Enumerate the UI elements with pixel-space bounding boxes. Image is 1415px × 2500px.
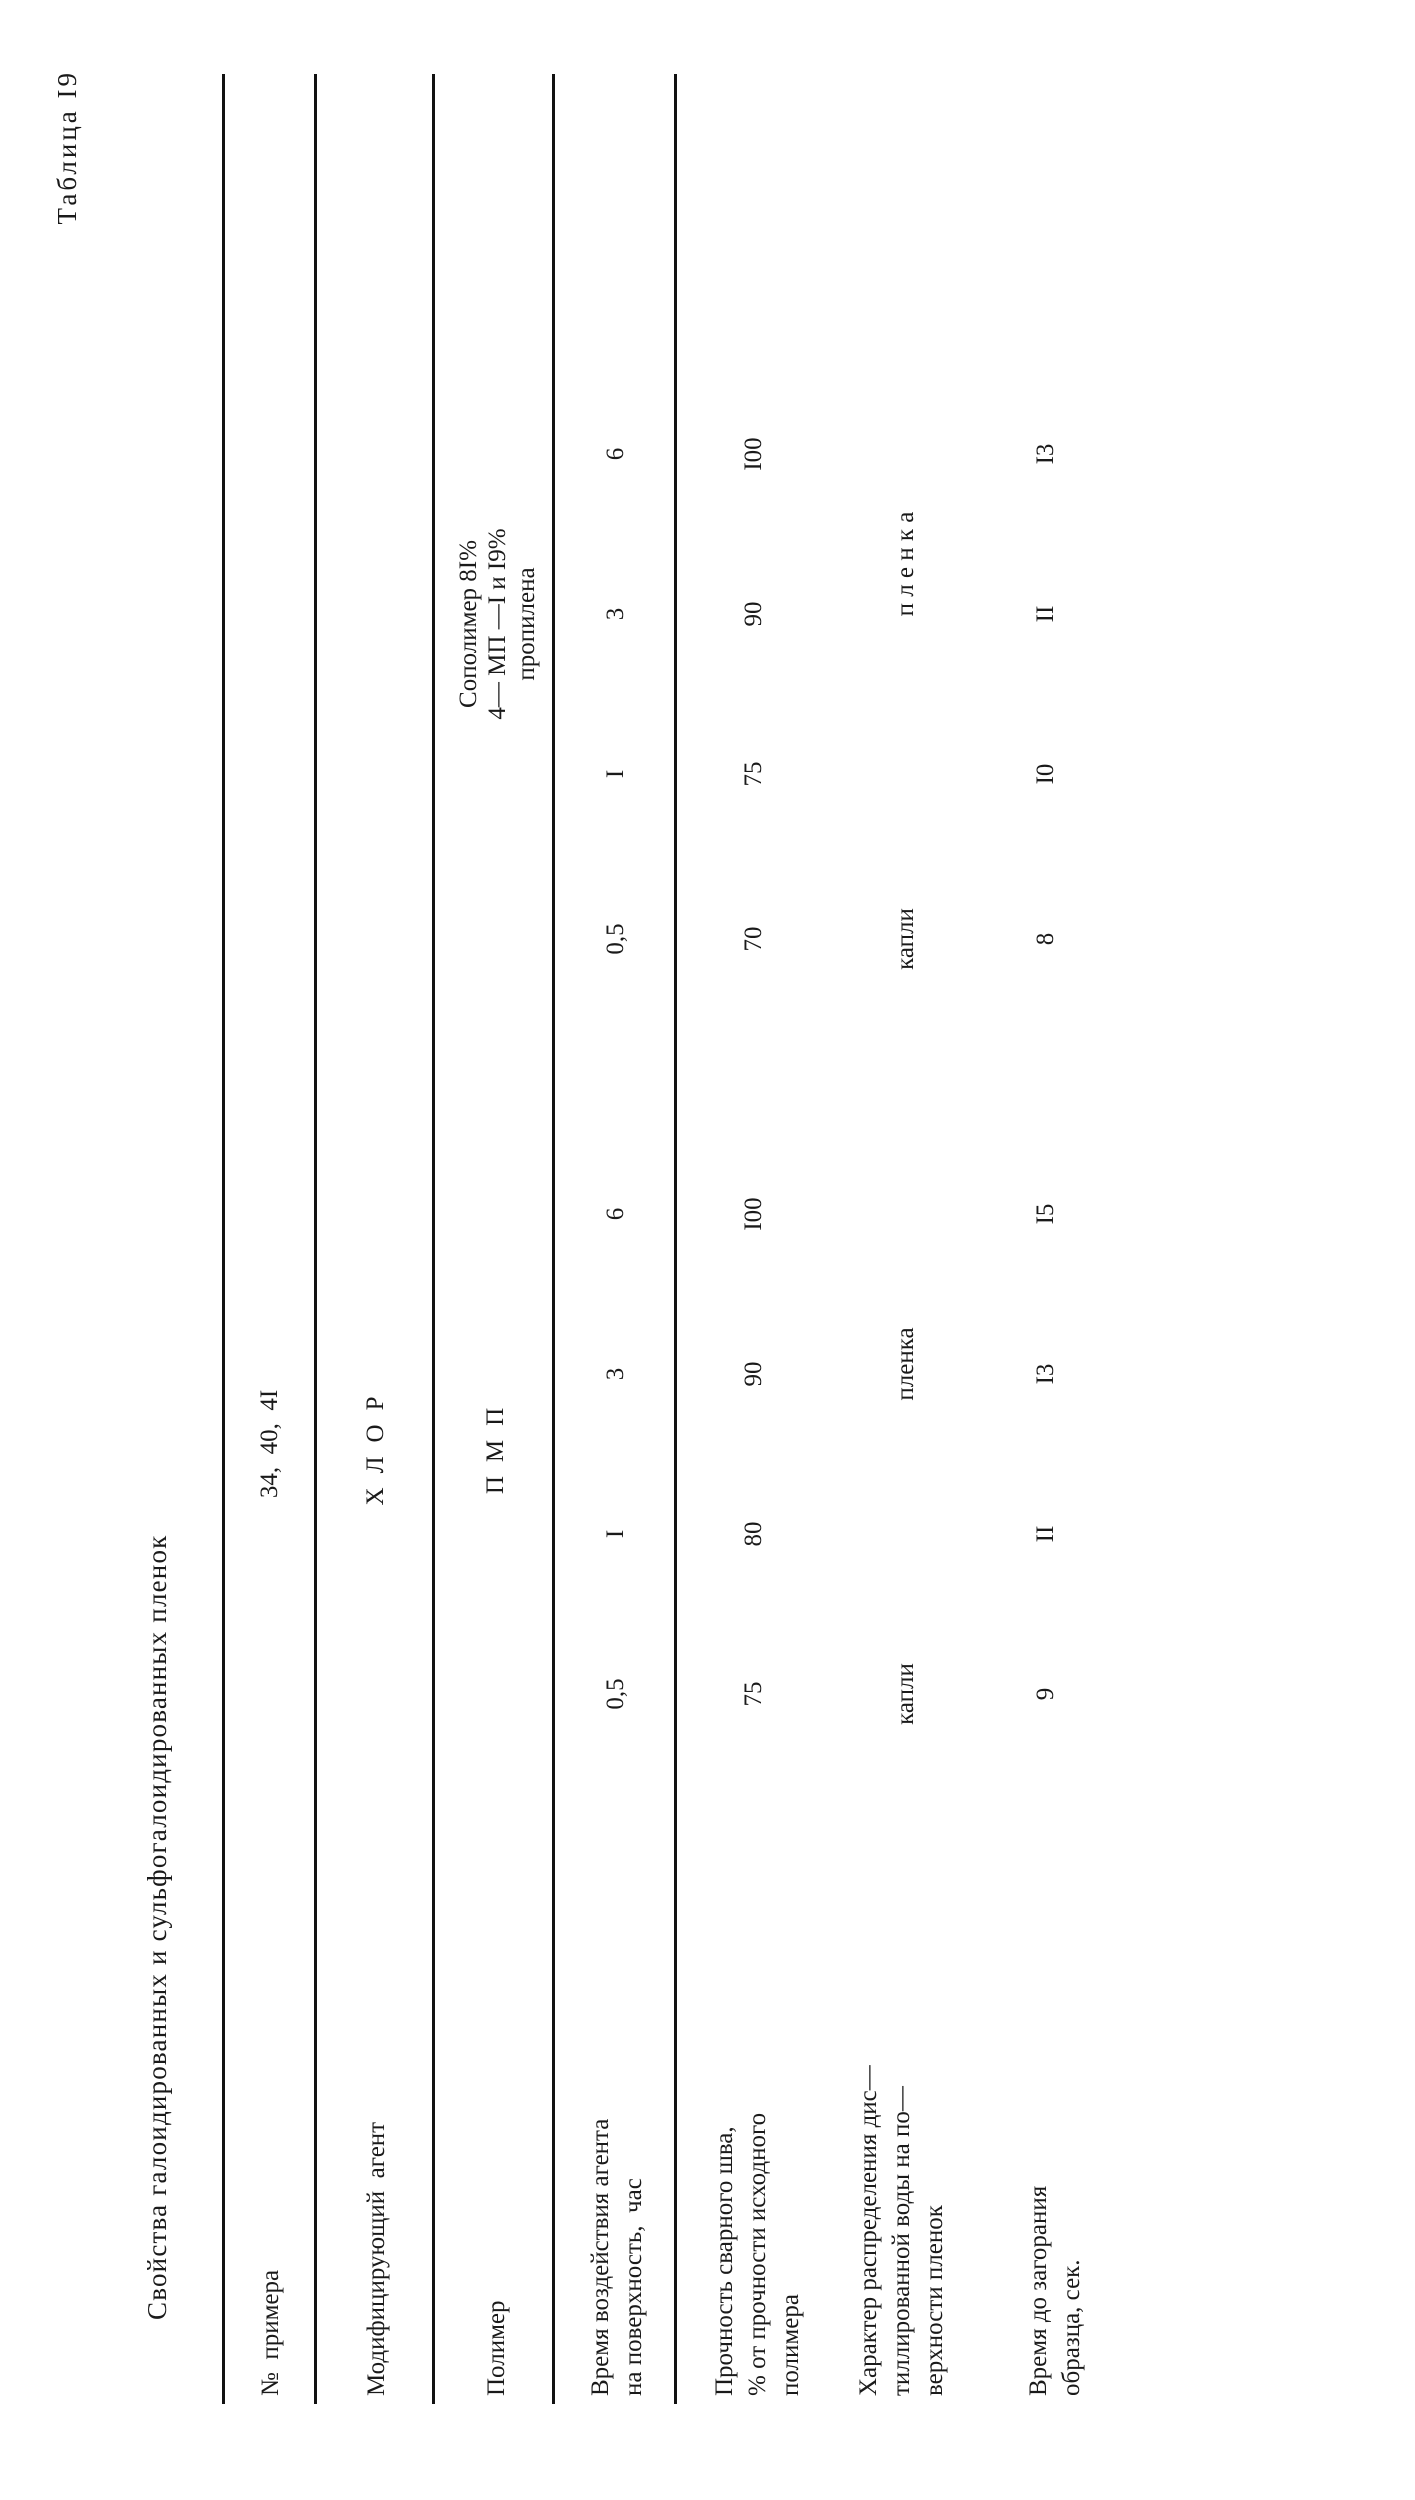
cell-time-c2: I xyxy=(602,1529,629,1539)
cell-ignition-c7: II xyxy=(1032,605,1059,623)
cell-time-c8: 6 xyxy=(602,447,629,461)
cell-weld-c8: I00 xyxy=(740,437,767,471)
table-rule-top xyxy=(222,74,225,2404)
cell-time-c6: I xyxy=(602,769,629,779)
cell-ignition-c6: I0 xyxy=(1032,763,1059,785)
cell-ignition-c2: II xyxy=(1032,1525,1059,1543)
cell-weld-c6: 75 xyxy=(740,761,767,787)
cell-ignition-c1: 9 xyxy=(1032,1687,1059,1701)
cell-water-c1: капли xyxy=(892,1663,919,1725)
cell-weld-c2: 80 xyxy=(740,1521,767,1547)
page-title: Свойства галоидированных и сульфогалоидированных пленок xyxy=(142,1534,172,2320)
group-header-chlor: ХЛОР xyxy=(362,1382,389,1506)
cell-ignition-c5: 8 xyxy=(1032,932,1059,946)
cell-weld-c3: 90 xyxy=(740,1361,767,1387)
table-rule-after-time xyxy=(674,74,677,2404)
row-header-example-number: № примера xyxy=(257,2269,284,2396)
cell-time-c5: 0,5 xyxy=(602,923,629,955)
row-header-agent-exposure-time: Время воздействия агента на поверхность, час xyxy=(587,2118,647,2396)
row-header-ignition-time: Время до загорания образца, сек. xyxy=(1025,2185,1085,2396)
table-rule-after-agent xyxy=(432,74,435,2404)
row-header-polymer: Полимер xyxy=(483,2300,510,2396)
cell-water-c5: капли xyxy=(892,908,919,970)
cell-ignition-c4: I5 xyxy=(1032,1203,1059,1225)
cell-ignition-c8: I3 xyxy=(1032,443,1059,465)
cell-time-c1: 0,5 xyxy=(602,1678,629,1710)
cell-water-c3: пленка xyxy=(892,1327,919,1401)
cell-weld-c7: 90 xyxy=(740,601,767,627)
cell-water-c7: п л е н к а xyxy=(892,511,919,617)
cell-time-c7: 3 xyxy=(602,607,629,621)
row-header-weld-strength: Прочность сварного шва, % от прочности исходного полимера xyxy=(711,2112,804,2396)
cell-example-numbers: 34, 40, 4I xyxy=(256,1389,283,1499)
cell-time-c3: 3 xyxy=(602,1367,629,1381)
table-rule-after-polymer xyxy=(552,74,555,2404)
cell-weld-c1: 75 xyxy=(740,1681,767,1707)
cell-weld-c5: 70 xyxy=(740,926,767,952)
row-header-modifying-agent: Модифицирующий агент xyxy=(363,2121,390,2396)
group-header-pmp: ПМП xyxy=(482,1393,509,1495)
group-header-copolymer: Сополимер 8I% 4— МП —I и I9% пропилена xyxy=(455,528,540,720)
table-rule-after-example-no xyxy=(314,74,317,2404)
cell-time-c4: 6 xyxy=(602,1207,629,1221)
cell-ignition-c3: I3 xyxy=(1032,1363,1059,1385)
table-number-label: Таблица I9 xyxy=(52,70,82,225)
cell-weld-c4: I00 xyxy=(740,1197,767,1231)
data-table xyxy=(222,74,1342,2404)
row-header-water-distribution: Характер распределения дис— тиллированной воды на по— верхности пленок xyxy=(855,2065,948,2396)
